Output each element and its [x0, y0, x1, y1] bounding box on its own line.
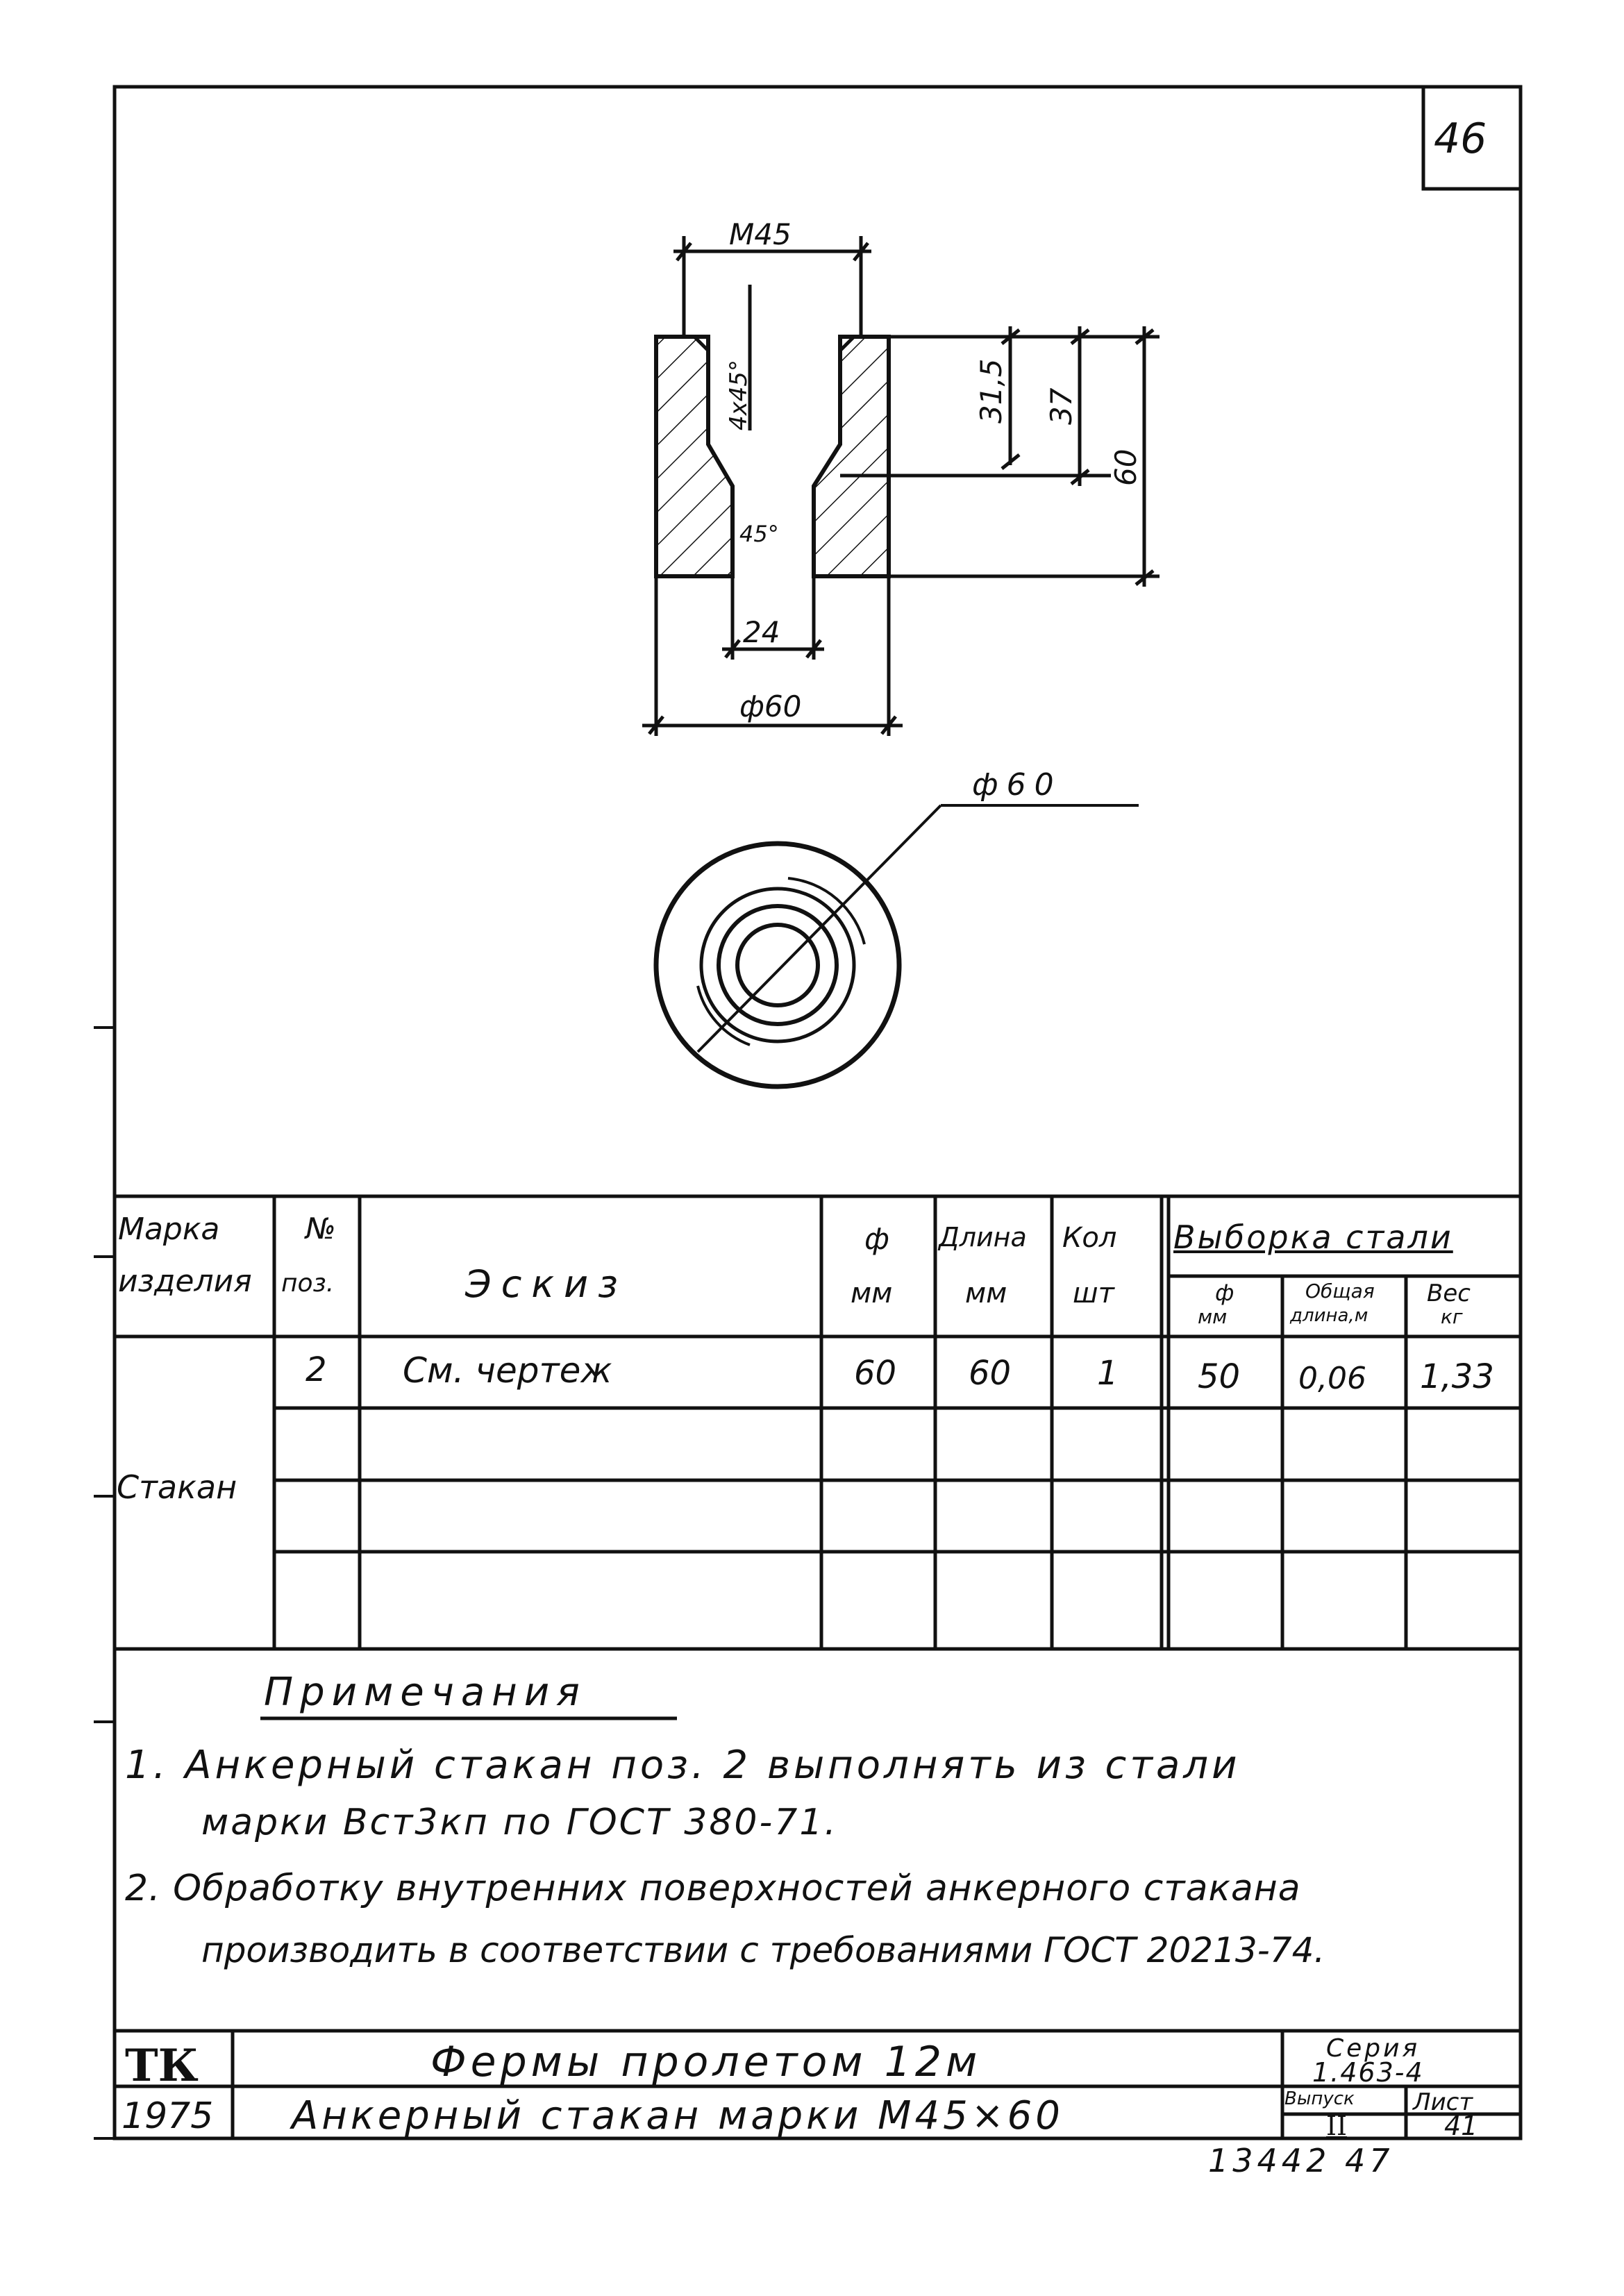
header-steel-weight-2: кг — [1441, 1305, 1463, 1328]
cell-steel-diam: 50 — [1198, 1357, 1241, 1396]
title-block-series-value: 1.463-4 — [1312, 2057, 1424, 2088]
title-block-subtitle: Анкерный стакан марки М45×60 — [292, 2093, 1064, 2138]
header-pos-1: № — [305, 1212, 336, 1246]
title-block-org: ТК — [125, 2040, 199, 2092]
dim-hole-label: 24 — [743, 615, 780, 649]
note-1-line-1: 1. Анкерный стакан поз. 2 выполнять из стали — [125, 1743, 1241, 1788]
title-block-issue-label: Выпуск — [1284, 2088, 1355, 2109]
header-mark-2: изделия — [118, 1264, 252, 1299]
dim-chamfer-label: 4x45° — [725, 359, 753, 430]
title-block-title: Фермы пролетом 12м — [430, 2038, 982, 2086]
header-steel-len-2: длина,м — [1290, 1305, 1368, 1326]
title-block-sheet-label: Лист — [1413, 2088, 1473, 2116]
note-2-line-1: 2. Обработку внутренних поверхностей анкерного стакана — [125, 1868, 1301, 1909]
dim-thread-label: M45 — [729, 217, 792, 251]
header-qty-1: Кол — [1062, 1222, 1117, 1254]
header-length-2: мм — [965, 1277, 1007, 1309]
header-diam-2: мм — [851, 1277, 893, 1309]
dim-bevel-label: 45° — [739, 521, 779, 547]
mark-value: Стакан — [117, 1468, 237, 1506]
header-steel-len-1: Общая — [1305, 1280, 1375, 1302]
outer-circle — [656, 844, 899, 1087]
title-block-sheet-value: 41 — [1444, 2111, 1478, 2141]
dim-height-label: 60 — [1109, 449, 1143, 486]
cell-steel-weight: 1,33 — [1420, 1357, 1494, 1396]
note-2-line-2: производить в соответствии с требованиями ГОСТ 20213-74. — [201, 1930, 1325, 1970]
cell-length: 60 — [969, 1354, 1012, 1393]
title-block-year: 1975 — [122, 2095, 214, 2137]
dim-outer-label: ф60 — [739, 689, 802, 723]
cell-diam: 60 — [854, 1354, 897, 1393]
corner-sheet-number: 46 — [1434, 115, 1487, 163]
cell-sketch: См. чертеж — [403, 1350, 612, 1391]
cell-steel-len: 0,06 — [1298, 1361, 1366, 1396]
header-steel-diam-1: ф — [1215, 1280, 1234, 1306]
cell-pos: 2 — [305, 1350, 327, 1389]
bore-circle — [737, 925, 818, 1005]
footer-stamp: 13442 47 — [1208, 2142, 1394, 2179]
dim-depth-bore-label: 37 — [1044, 387, 1078, 425]
header-steel-diam-2: мм — [1198, 1305, 1228, 1328]
header-qty-2: шт — [1073, 1277, 1114, 1309]
header-pos-2: поз. — [281, 1269, 335, 1298]
plan-diameter-label: ф60 — [972, 767, 1062, 803]
note-1-line-2: марки Вст3кп по ГОСТ 380-71. — [201, 1802, 838, 1843]
title-block-series-label: Серия — [1326, 2034, 1421, 2063]
diameter-leader — [698, 805, 941, 1052]
cell-qty: 1 — [1097, 1354, 1119, 1393]
header-steel-weight-1: Вес — [1427, 1280, 1471, 1307]
header-mark-1: Марка — [118, 1212, 220, 1247]
header-steel-group: Выборка стали — [1173, 1218, 1453, 1256]
title-block-issue-value: II — [1326, 2111, 1348, 2141]
dim-depth-thread-label: 31,5 — [974, 358, 1008, 424]
header-length-1: Длина — [939, 1222, 1027, 1252]
header-diam-1: ф — [864, 1222, 889, 1256]
notes-title: Примечания — [264, 1670, 587, 1715]
thread-circle — [701, 889, 854, 1041]
header-sketch: Эскиз — [465, 1262, 628, 1306]
